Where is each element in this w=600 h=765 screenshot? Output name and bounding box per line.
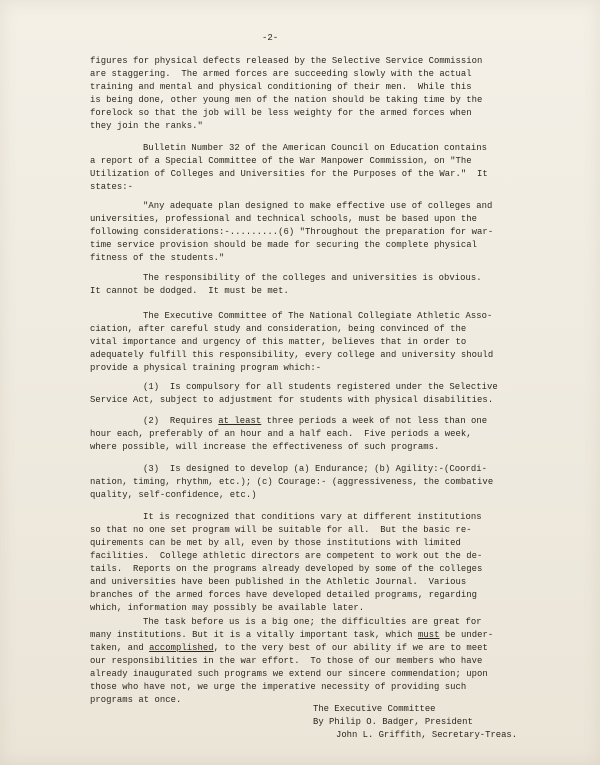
text-line: where possible, will increase the effectiveness of such programs. bbox=[90, 442, 440, 452]
page-number: -2- bbox=[262, 33, 279, 43]
text-span: , to the very best of our ability if we are to meet bbox=[213, 643, 488, 653]
text-line: It cannot be dodged. It must be met. bbox=[90, 286, 289, 296]
text-line: "Any adequate plan designed to make effective use of colleges and bbox=[143, 201, 493, 211]
text-span: be under- bbox=[439, 630, 494, 640]
text-line: It is recognized that conditions vary at different institutions bbox=[143, 512, 482, 522]
text-line: Bulletin Number 32 of the American Council on Education contains bbox=[143, 143, 488, 153]
text-line: The responsibility of the colleges and universities is obvious. bbox=[143, 273, 482, 283]
text-line: time service provision should be made for securing the complete physical bbox=[90, 240, 478, 250]
text-line bbox=[143, 617, 482, 629]
text-line: quality, self-confidence, etc.) bbox=[90, 490, 257, 500]
signature-committee: The Executive Committee bbox=[313, 704, 436, 714]
text-line: branches of the armed forces have developed detailed programs, regarding bbox=[90, 590, 478, 600]
text-line bbox=[90, 656, 482, 668]
text-line: quirements can be met by all, even by those institutions with limited bbox=[90, 538, 461, 548]
text-line: following considerations:-.........(6) "Throughout the preparation for war- bbox=[90, 227, 494, 237]
text-line: fitness of the students." bbox=[90, 253, 225, 263]
text-line bbox=[90, 682, 466, 694]
underlined-emphasis: accomplished bbox=[149, 643, 214, 653]
text-span: (2) Requires bbox=[143, 416, 219, 426]
text-line: Utilization of Colleges and Universities for the Purposes of the War." It bbox=[90, 169, 488, 179]
text-line: and universities have been published in the Athletic Journal. Various bbox=[90, 577, 467, 587]
text-span: taken, and bbox=[90, 643, 150, 653]
underlined-emphasis: must bbox=[417, 630, 440, 640]
text-line: are staggering. The armed forces are succeeding slowly with the actual bbox=[90, 69, 472, 79]
text-span: many institutions. But it is a vitally important task, which bbox=[90, 630, 418, 640]
text-line: facilities. College athletic directors are competent to work out the de- bbox=[90, 551, 483, 561]
text-span: The task before us is a big one; the difficulties are great for bbox=[143, 617, 482, 627]
text-line: which, information may possibly be available later. bbox=[90, 603, 365, 613]
text-line bbox=[90, 630, 493, 642]
text-line: ciation, after careful study and consideration, being convinced of the bbox=[90, 324, 467, 334]
signature-president: By Philip O. Badger, President bbox=[313, 717, 473, 727]
underlined-emphasis: at least bbox=[218, 416, 262, 426]
text-line: they join the ranks." bbox=[90, 121, 203, 131]
text-line bbox=[90, 669, 488, 681]
text-line: figures for physical defects released by the Selective Service Commission bbox=[90, 56, 483, 66]
text-line: adequately fulfill this responsibility, every college and university should bbox=[90, 350, 494, 360]
text-span: those who have not, we urge the imperative necessity of providing such bbox=[90, 682, 467, 692]
signature-secretary: John L. Griffith, Secretary-Treas. bbox=[336, 730, 518, 740]
text-line bbox=[90, 643, 488, 655]
text-line: Service Act, subject to adjustment for students with physical disabilities. bbox=[90, 395, 494, 405]
text-span: already inaugurated such programs we extend our sincere commendation; upon bbox=[90, 669, 488, 679]
text-line bbox=[143, 416, 487, 428]
text-line: The Executive Committee of The National Collegiate Athletic Asso- bbox=[143, 311, 493, 321]
text-line: vital importance and urgency of this matter, believes that in order to bbox=[90, 337, 467, 347]
text-line bbox=[90, 695, 181, 707]
text-line: (3) Is designed to develop (a) Endurance; (b) Agility:-(Coordi- bbox=[143, 464, 488, 474]
text-span: our responsibilities in the war effort. To those of our members who have bbox=[90, 656, 483, 666]
text-line: a report of a Special Committee of the War Manpower Commission, on "The bbox=[90, 156, 472, 166]
text-line: (1) Is compulsory for all students registered under the Selective bbox=[143, 382, 498, 392]
text-line: tails. Reports on the programs already developed by some of the colleges bbox=[90, 564, 483, 574]
text-line: is being done, other young men of the nation should be taking time by the bbox=[90, 95, 483, 105]
text-line: forelock so that the job will be less weighty for the armed forces when bbox=[90, 108, 472, 118]
text-line: states:- bbox=[90, 182, 134, 192]
text-line: universities, professional and technical schools, must be based upon the bbox=[90, 214, 478, 224]
text-line: hour each, preferably of an hour and a half each. Five periods a week, bbox=[90, 429, 472, 439]
text-line: so that no one set program will be suitable for all. But the basic re- bbox=[90, 525, 472, 535]
text-span: programs at once. bbox=[90, 695, 182, 705]
text-line: training and mental and physical conditioning of their men. While this bbox=[90, 82, 472, 92]
text-line: nation, timing, rhythm, etc.); (c) Courage:- (aggressiveness, the combative bbox=[90, 477, 494, 487]
text-line: provide a physical training program which:- bbox=[90, 363, 322, 373]
paragraph-6 bbox=[0, 0, 22, 35]
text-span: three periods a week of not less than one bbox=[261, 416, 488, 426]
